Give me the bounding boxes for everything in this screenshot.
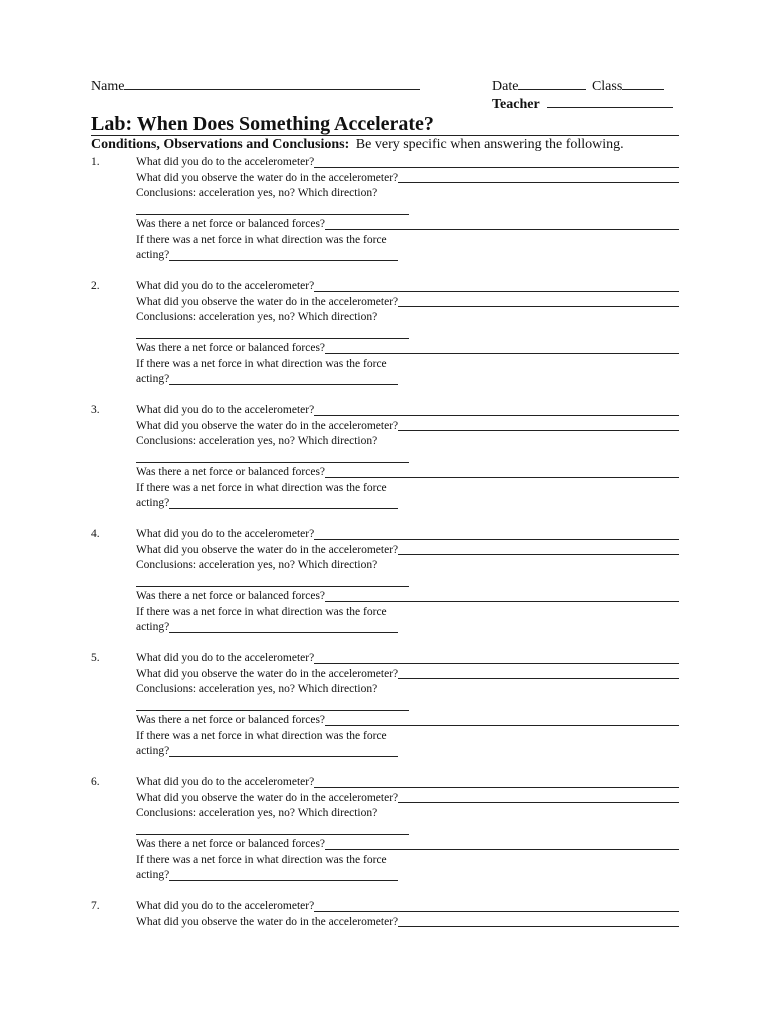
prompt-conclusion-row <box>136 558 679 574</box>
answer-line[interactable] <box>314 900 679 912</box>
prompt-did: What did you do to the accelerometer? <box>136 776 315 788</box>
answer-line[interactable] <box>169 745 398 757</box>
prompt-force-row <box>136 465 679 481</box>
answer-line[interactable] <box>325 590 679 602</box>
page-title: Lab: When Does Something Accelerate? <box>91 113 679 136</box>
prompt-acting-row <box>136 248 679 264</box>
prompt-acting: acting? <box>136 497 170 509</box>
prompt-observe: What did you observe the water do in the accelerometer? <box>136 419 399 432</box>
question-body <box>136 899 679 930</box>
prompt-conclusion-row <box>136 434 679 450</box>
prompt-direction-row <box>136 357 679 373</box>
conclusion-answer-row <box>136 450 679 466</box>
answer-line[interactable] <box>398 667 679 679</box>
class-blank[interactable] <box>622 77 664 90</box>
teacher-blank[interactable] <box>547 95 673 108</box>
prompt-conclusion-row <box>136 682 679 698</box>
prompt-did: What did you do to the accelerometer? <box>136 900 315 912</box>
answer-line[interactable] <box>314 528 679 540</box>
prompt-acting: acting? <box>136 869 170 881</box>
date-class-field <box>492 77 664 95</box>
prompt-acting: acting? <box>136 249 170 261</box>
conclusion-answer-row <box>136 822 679 838</box>
question-body <box>136 279 679 388</box>
prompt-force: Was there a net force or balanced forces? <box>136 342 326 354</box>
prompt-acting-row <box>136 372 679 388</box>
prompt-did-row <box>136 651 679 667</box>
prompt-did-row <box>136 155 679 171</box>
answer-line[interactable] <box>136 586 409 587</box>
prompt-conclusion: Conclusions: acceleration yes, no? Which direction? <box>136 187 378 199</box>
question-body <box>136 651 679 760</box>
question-number: 2. <box>91 280 100 292</box>
prompt-observe-row <box>136 171 679 187</box>
prompt-conclusion: Conclusions: acceleration yes, no? Which direction? <box>136 559 378 571</box>
prompt-acting-row <box>136 620 679 636</box>
prompt-observe: What did you observe the water do in the accelerometer? <box>136 667 399 680</box>
prompt-force: Was there a net force or balanced forces? <box>136 714 326 726</box>
prompt-force-row <box>136 837 679 853</box>
name-field <box>91 77 420 95</box>
answer-line[interactable] <box>325 342 679 354</box>
prompt-direction: If there was a net force in what direction was the force <box>136 357 387 370</box>
prompt-acting-row <box>136 744 679 760</box>
answer-line[interactable] <box>169 373 398 385</box>
prompt-acting: acting? <box>136 373 170 385</box>
answer-line[interactable] <box>136 710 409 711</box>
answer-line[interactable] <box>314 280 679 292</box>
conclusion-answer-row <box>136 202 679 218</box>
prompt-did: What did you do to the accelerometer? <box>136 156 315 168</box>
class-label: Class <box>591 79 623 94</box>
prompt-acting-row <box>136 868 679 884</box>
prompt-did-row <box>136 899 679 915</box>
answer-line[interactable] <box>169 497 398 509</box>
conclusion-answer-row <box>136 574 679 590</box>
answer-line[interactable] <box>169 249 398 261</box>
prompt-force-row <box>136 713 679 729</box>
prompt-conclusion: Conclusions: acceleration yes, no? Which direction? <box>136 311 378 323</box>
prompt-observe: What did you observe the water do in the accelerometer? <box>136 791 399 804</box>
prompt-force-row <box>136 589 679 605</box>
answer-line[interactable] <box>325 838 679 850</box>
prompt-force: Was there a net force or balanced forces? <box>136 838 326 850</box>
conclusion-answer-row <box>136 326 679 342</box>
prompt-did-row <box>136 775 679 791</box>
prompt-observe-row <box>136 419 679 435</box>
prompt-conclusion-row <box>136 310 679 326</box>
answer-line[interactable] <box>398 419 679 431</box>
prompt-did: What did you do to the accelerometer? <box>136 652 315 664</box>
prompt-observe: What did you observe the water do in the accelerometer? <box>136 171 399 184</box>
answer-line[interactable] <box>169 621 398 633</box>
prompt-conclusion-row <box>136 186 679 202</box>
name-label: Name <box>91 79 125 94</box>
answer-line[interactable] <box>136 214 409 215</box>
question-body <box>136 155 679 264</box>
instructions-text: Be very specific when answering the following. <box>355 137 624 152</box>
question-number: 5. <box>91 652 100 664</box>
answer-line[interactable] <box>325 714 679 726</box>
prompt-did-row <box>136 279 679 295</box>
prompt-did-row <box>136 403 679 419</box>
prompt-acting: acting? <box>136 745 170 757</box>
answer-line[interactable] <box>136 462 409 463</box>
teacher-label: Teacher <box>492 97 540 112</box>
prompt-direction: If there was a net force in what direction was the force <box>136 853 387 866</box>
prompt-direction: If there was a net force in what direction was the force <box>136 605 387 618</box>
answer-line[interactable] <box>136 338 409 339</box>
prompt-direction: If there was a net force in what direction was the force <box>136 233 387 246</box>
prompt-conclusion: Conclusions: acceleration yes, no? Which direction? <box>136 807 378 819</box>
answer-line[interactable] <box>398 915 679 927</box>
prompt-force-row <box>136 217 679 233</box>
prompt-observe-row <box>136 791 679 807</box>
teacher-field <box>492 95 673 113</box>
date-blank[interactable] <box>518 77 586 90</box>
prompt-acting-row <box>136 496 679 512</box>
prompt-observe: What did you observe the water do in the accelerometer? <box>136 295 399 308</box>
answer-line[interactable] <box>398 171 679 183</box>
name-blank[interactable] <box>124 77 420 90</box>
answer-line[interactable] <box>136 834 409 835</box>
prompt-direction: If there was a net force in what direction was the force <box>136 481 387 494</box>
prompt-force-row <box>136 341 679 357</box>
answer-line[interactable] <box>398 791 679 803</box>
answer-line[interactable] <box>314 404 679 416</box>
prompt-observe: What did you observe the water do in the accelerometer? <box>136 543 399 556</box>
prompt-direction: If there was a net force in what direction was the force <box>136 729 387 742</box>
question-number: 6. <box>91 776 100 788</box>
prompt-force: Was there a net force or balanced forces? <box>136 218 326 230</box>
answer-line[interactable] <box>398 543 679 555</box>
prompt-force: Was there a net force or balanced forces? <box>136 466 326 478</box>
answer-line[interactable] <box>314 652 679 664</box>
prompt-observe-row <box>136 667 679 683</box>
instructions-heading: Conditions, Observations and Conclusions: <box>91 137 350 152</box>
prompt-direction-row <box>136 481 679 497</box>
prompt-did: What did you do to the accelerometer? <box>136 280 315 292</box>
answer-line[interactable] <box>314 156 679 168</box>
question-number: 7. <box>91 900 100 912</box>
prompt-did: What did you do to the accelerometer? <box>136 404 315 416</box>
question-body <box>136 403 679 512</box>
answer-line[interactable] <box>325 218 679 230</box>
answer-line[interactable] <box>169 869 398 881</box>
prompt-direction-row <box>136 233 679 249</box>
prompt-direction-row <box>136 853 679 869</box>
date-label: Date <box>492 79 519 94</box>
prompt-observe: What did you observe the water do in the accelerometer? <box>136 915 399 928</box>
answer-line[interactable] <box>398 295 679 307</box>
prompt-conclusion: Conclusions: acceleration yes, no? Which direction? <box>136 435 378 447</box>
answer-line[interactable] <box>314 776 679 788</box>
question-body <box>136 527 679 636</box>
prompt-observe-row <box>136 543 679 559</box>
conclusion-answer-row <box>136 698 679 714</box>
instructions <box>91 137 624 153</box>
prompt-force: Was there a net force or balanced forces? <box>136 590 326 602</box>
answer-line[interactable] <box>325 466 679 478</box>
prompt-observe-row <box>136 915 679 931</box>
prompt-did: What did you do to the accelerometer? <box>136 528 315 540</box>
prompt-conclusion: Conclusions: acceleration yes, no? Which direction? <box>136 683 378 695</box>
prompt-acting: acting? <box>136 621 170 633</box>
prompt-did-row <box>136 527 679 543</box>
question-number: 4. <box>91 528 100 540</box>
prompt-direction-row <box>136 605 679 621</box>
prompt-conclusion-row <box>136 806 679 822</box>
question-body <box>136 775 679 884</box>
question-number: 1. <box>91 156 100 168</box>
question-number: 3. <box>91 404 100 416</box>
prompt-observe-row <box>136 295 679 311</box>
prompt-direction-row <box>136 729 679 745</box>
